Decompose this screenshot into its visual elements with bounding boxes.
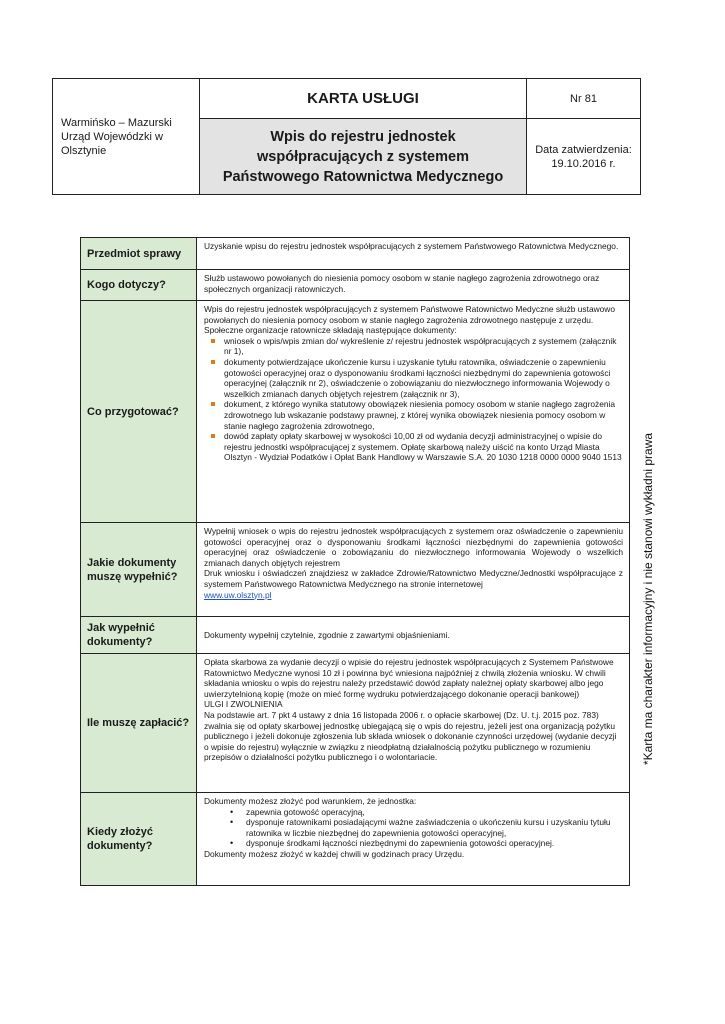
value-kiedy	[197, 793, 629, 885]
list-item: • dysponuje środkami łączności niezbędnymi do zapewnienia gotowości operacyjnej.	[204, 838, 623, 849]
row-kiedy	[81, 793, 629, 885]
website-link[interactable]: www.uw.olsztyn.pl	[204, 589, 272, 600]
label-kiedy: Kiedy złożyć dokumenty?	[81, 793, 197, 885]
value-przygotowac	[197, 301, 629, 522]
list-item: • dysponuje ratownikami posiadającymi ważne zaświadczenia o ukończeniu kursu i uzyskaniu tytułu ratownika w liczbie niezbędnej do zapewnienia gotowości operacyjnej,	[204, 817, 623, 838]
service-details-table	[80, 237, 630, 886]
approval-label: Data zatwierdzenia:	[535, 143, 632, 156]
service-title: Wpis do rejestru jednostek współpracujących z systemem Państwowego Ratownictwa Medycznego	[200, 119, 527, 194]
kiedy-outro: Dokumenty możesz złożyć w każdej chwili w godzinach pracy Urzędu.	[204, 848, 465, 859]
value-dokumenty	[197, 523, 629, 616]
label-przedmiot: Przedmiot sprawy	[81, 238, 197, 269]
label-zaplacic: Ile muszę zapłacić?	[81, 654, 197, 792]
label-dokumenty: Jakie dokumenty muszę wypełnić?	[81, 523, 197, 616]
list-item: dokumenty potwierdzające ukończenie kursu i uzyskanie tytułu ratownika, oświadczenie o zapewnieniu gotowości operacyjnej oraz o dysponowaniu środkami łączności niezbędnymi do zapewnienia gotowości operacyjnej (załącznik nr 2), oświadczenie o zobowiązaniu do niezwłocznego informowania Wojewody o wszelkich zmianach danych objętych rejestrem (załącznik nr 3),	[204, 357, 623, 399]
label-przygotowac: Co przygotować?	[81, 301, 197, 522]
row-kogo	[81, 270, 629, 301]
label-wypelnic: Jak wypełnić dokumenty?	[81, 617, 197, 653]
value-wypelnic	[197, 617, 629, 653]
value-kogo	[197, 270, 629, 300]
disclaimer-text: *Karta ma charakter informacyjny i nie stanowi wykładni prawa	[641, 432, 655, 766]
required-documents-list	[204, 336, 623, 463]
list-item: dokument, z którego wynika statutowy obowiązek niesienia pomocy osobom w stanie nagłego zagrożenia zdrowotnego lub wskazanie podstawy prawnej, z której wynika obowiązek niesienia pomocy osobom w stanie nagłego zagrożenia zdrowotnego,	[204, 399, 623, 431]
przygotowac-intro: Wpis do rejestru jednostek współpracujących z systemem Państwowe Ratownictwo Medyczne służb ustawowo powołanych do niesienia pomocy osobom w stanie nagłego zagrożenia zdrowotnego następuje z urzędu.	[204, 304, 616, 325]
card-number: Nr 81	[527, 79, 640, 119]
wypelnic-text: Dokumenty wypełnij czytelnie, zgodnie z zawartymi objaśnieniami.	[204, 630, 450, 641]
label-kogo: Kogo dotyczy?	[81, 270, 197, 300]
card-title: KARTA USŁUGI	[200, 79, 527, 119]
row-wypelnic	[81, 617, 629, 654]
dokumenty-text-2: Druk wniosku i oświadczeń znajdziesz w zakładce Zdrowie/Ratownictwo Medyczne/Jednostki współpracujące z systemem Państwowego Ratownictwa Medycznego na stronie internetowej	[204, 568, 623, 589]
organization-name: Warmińsko – Mazurski Urząd Wojewódzki w Olsztynie	[53, 79, 200, 194]
conditions-list	[204, 807, 623, 849]
zaplacic-text-2: Na podstawie art. 7 pkt 4 ustawy z dnia 16 listopada 2006 r. o opłacie skarbowej (Dz. U. t.j. 2015 poz. 783) zwalnia się od opłaty skarbowej jednostkę ubiegającą się o wpis do rejestru, jeżeli jest ona organizacją pożytku publicznego i jeżeli dokonuje zgłoszenia lub składa wniosek o dokonanie czynności urzędowej (wydanie decyzji o wpisie do rejestru) wyłącznie w związku z nieodpłatną działalnością pożytku publicznego w rozumieniu przepisów o działalności pożytku publicznego i o wolontariacie.	[204, 709, 617, 763]
list-item: dowód zapłaty opłaty skarbowej w wysokości 10,00 zł od wydania decyzji administracyjnej o wpisie do rejestru jednostki współpracującej z systemem. Opłatę skarbową należy uiścić na konto Urząd Miasta Olsztyn - Wydział Podatków i Opłat Bank Handlowy w Warszawie S.A. 20 1030 1218 0000 0000 9040 1513	[204, 431, 623, 463]
approval-date-cell	[527, 119, 640, 194]
przygotowac-intro-2: Społeczne organizacje ratownicze składają następujące dokumenty:	[204, 325, 457, 336]
value-przedmiot	[197, 238, 629, 269]
kiedy-intro: Dokumenty możesz złożyć pod warunkiem, że jednostka:	[204, 796, 417, 806]
approval-date: 19.10.2016 r.	[551, 157, 616, 170]
dokumenty-text: Wypełnij wniosek o wpis do rejestru jednostek współpracujących z systemem oraz oświadczenie o zapewnieniu gotowości operacyjnej oraz o dysponowaniu środkami łączności niezbędnymi do zapewnienia gotowości operacyjnej oraz oświadczenie o zobowiązaniu do niezwłocznego informowania Wojewody o wszelkich zmianach danych objętych rejestrem	[204, 526, 623, 568]
przedmiot-text: Uzyskanie wpisu do rejestru jednostek współpracujących z systemem Państwowego Ratownictwa Medycznego.	[204, 241, 619, 251]
kogo-text: Służb ustawowo powołanych do niesienia pomocy osobom w stanie nagłego zagrożenia zdrowotnego oraz społecznych organizacji ratowniczych.	[204, 273, 600, 294]
row-przedmiot	[81, 238, 629, 270]
row-przygotowac	[81, 301, 629, 523]
zaplacic-text: Opłata skarbowa za wydanie decyzji o wpisie do rejestru jednostek współpracujących z Systemem Państwowe Ratownictwo Medyczne wynosi 10 zł i powinna być wniesiona najpóźniej z chwilą złożenia wniosku. W chwili składania wniosku o wpis do rejestru należy przedstawić dowód zapłaty należnej opłaty skarbowej albo jego uwierzytelnioną kopię (może on mieć formę wydruku potwierdzającego dokonanie operacji bankowej)	[204, 657, 614, 699]
list-item: • zapewnia gotowość operacyjną,	[204, 807, 623, 818]
row-zaplacic	[81, 654, 629, 793]
list-item: wniosek o wpis/wpis zmian do/ wykreślenie z/ rejestru jednostek współpracujących z systemem (załącznik nr 1),	[204, 336, 623, 357]
row-dokumenty	[81, 523, 629, 617]
header-table	[52, 78, 641, 195]
legal-disclaimer	[628, 428, 668, 770]
value-zaplacic	[197, 654, 629, 792]
zaplacic-subheading: ULGI I ZWOLNIENIA	[204, 699, 283, 710]
